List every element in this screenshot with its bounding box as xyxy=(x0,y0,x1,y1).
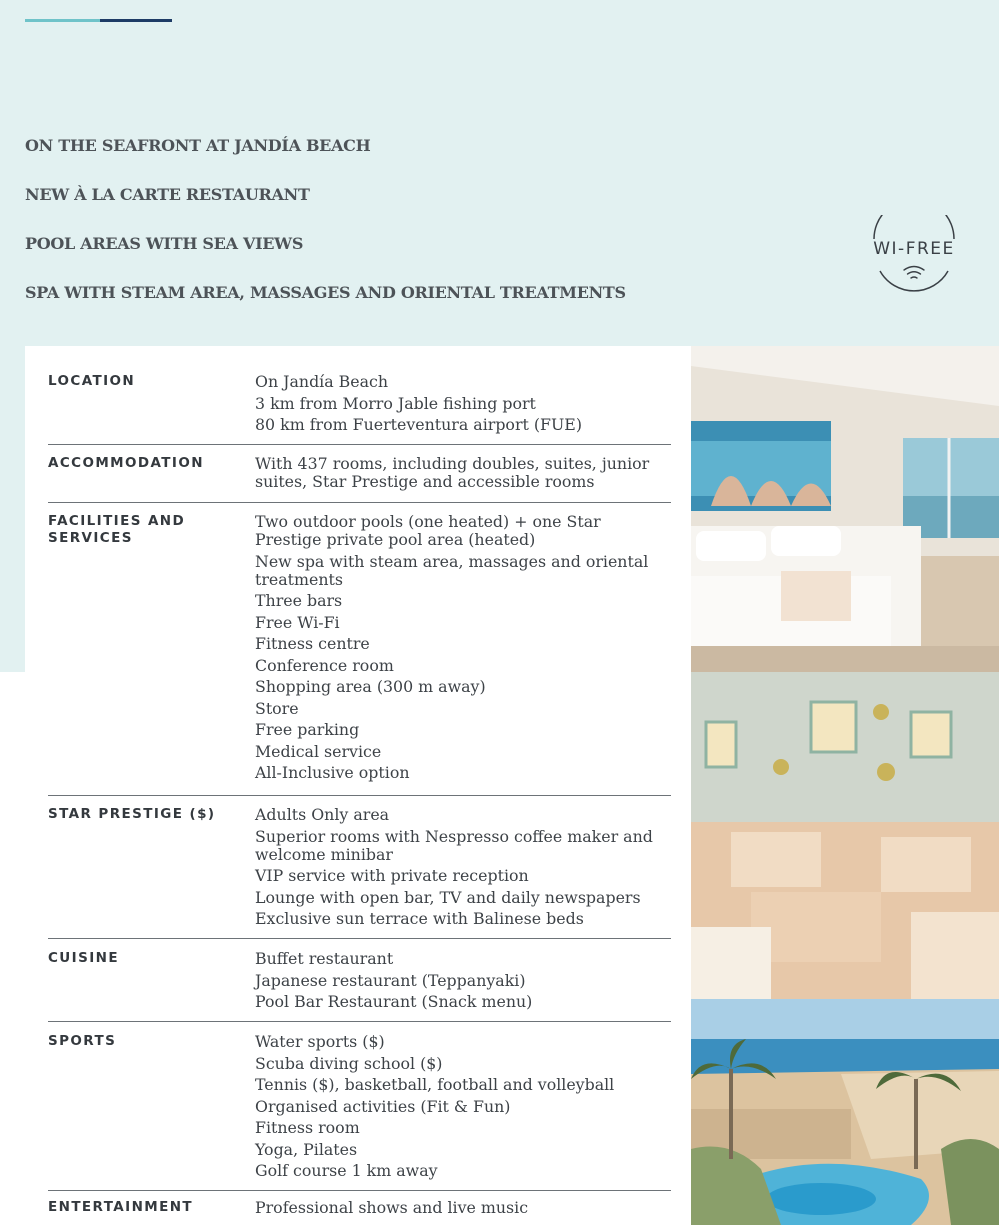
list-item: Exclusive sun terrace with Balinese beds xyxy=(255,909,584,928)
list-item: Store xyxy=(255,698,299,718)
accent-bar-light xyxy=(25,19,100,22)
list-item: Professional shows and live music xyxy=(255,1198,529,1217)
bedroom-photo xyxy=(691,346,999,672)
list-item: VIP service with private reception xyxy=(255,866,529,885)
section-label: LOCATION xyxy=(48,373,136,389)
list-item: Lounge with open bar, TV and daily newspapers xyxy=(255,887,641,907)
wifi-badge xyxy=(862,215,966,293)
section-items xyxy=(255,455,670,495)
list-item: Medical service xyxy=(255,741,382,761)
section-cuisine xyxy=(48,950,671,1022)
list-item: Fitness centre xyxy=(255,634,370,653)
highlight-restaurant: NEW À LA CARTE RESTAURANT xyxy=(25,185,310,204)
list-item: Fitness room xyxy=(255,1118,360,1137)
list-item: Free Wi-Fi xyxy=(255,612,340,632)
section-label: ACCOMMODATION xyxy=(48,455,204,471)
highlight-pools: POOL AREAS WITH SEA VIEWS xyxy=(25,234,304,253)
wifi-icon xyxy=(904,267,924,279)
list-item: Japanese restaurant (Teppanyaki) xyxy=(255,970,526,990)
list-item: Shopping area (300 m away) xyxy=(255,677,486,696)
wifi-badge-label: WI-FREE xyxy=(873,239,955,259)
list-item: Water sports ($) xyxy=(255,1032,385,1051)
list-item: Buffet restaurant xyxy=(255,949,394,968)
list-item: Scuba diving school ($) xyxy=(255,1053,443,1073)
list-item: Yoga, Pilates xyxy=(255,1139,358,1159)
section-label: FACILITIES AND SERVICES xyxy=(48,513,186,546)
section-star-prestige xyxy=(48,806,671,939)
list-item: Three bars xyxy=(255,591,343,610)
list-item: Organised activities (Fit & Fun) xyxy=(255,1096,511,1116)
section-items xyxy=(255,1199,670,1221)
details-panel xyxy=(25,346,691,1225)
section-items xyxy=(255,950,670,1015)
section-facilities xyxy=(48,513,671,796)
section-location xyxy=(48,373,671,445)
list-item: On Jandía Beach xyxy=(255,372,389,391)
pool-beach-photo xyxy=(691,999,999,1225)
list-item: Free parking xyxy=(255,720,360,739)
section-label: STAR PRESTIGE ($) xyxy=(48,806,216,822)
list-item: Pool Bar Restaurant (Snack menu) xyxy=(255,992,533,1011)
restaurant-photo xyxy=(691,672,999,999)
list-item: Golf course 1 km away xyxy=(255,1161,438,1180)
list-item: New spa with steam area, massages and oriental treatments xyxy=(255,551,649,589)
list-item: 80 km from Fuerteventura airport (FUE) xyxy=(255,415,582,434)
list-item: Conference room xyxy=(255,655,394,675)
section-items xyxy=(255,1033,670,1184)
highlight-seafront: ON THE SEAFRONT AT JANDÍA BEACH xyxy=(25,136,371,155)
list-item: Adults Only area xyxy=(255,805,390,824)
list-item: 3 km from Morro Jable fishing port xyxy=(255,393,536,413)
list-item: Tennis ($), basketball, football and volleyball xyxy=(255,1075,615,1094)
section-label: CUISINE xyxy=(48,950,119,966)
list-item: Two outdoor pools (one heated) + one Star Prestige private pool area (heated) xyxy=(255,512,601,549)
list-item: All-Inclusive option xyxy=(255,763,410,782)
list-item: Superior rooms with Nespresso coffee maker and welcome minibar xyxy=(255,826,653,864)
section-label: ENTERTAINMENT xyxy=(48,1199,194,1215)
section-items xyxy=(255,806,670,932)
section-accommodation xyxy=(48,455,671,503)
section-sports xyxy=(48,1033,671,1191)
section-items xyxy=(255,373,670,438)
accent-bar-dark xyxy=(100,19,172,22)
section-entertainment xyxy=(48,1199,671,1223)
list-item: With 437 rooms, including doubles, suites, junior suites, Star Prestige and accessible rooms xyxy=(255,454,650,491)
highlight-spa: SPA WITH STEAM AREA, MASSAGES AND ORIENTAL TREATMENTS xyxy=(25,283,626,302)
section-label: SPORTS xyxy=(48,1033,117,1049)
section-items xyxy=(255,513,670,786)
